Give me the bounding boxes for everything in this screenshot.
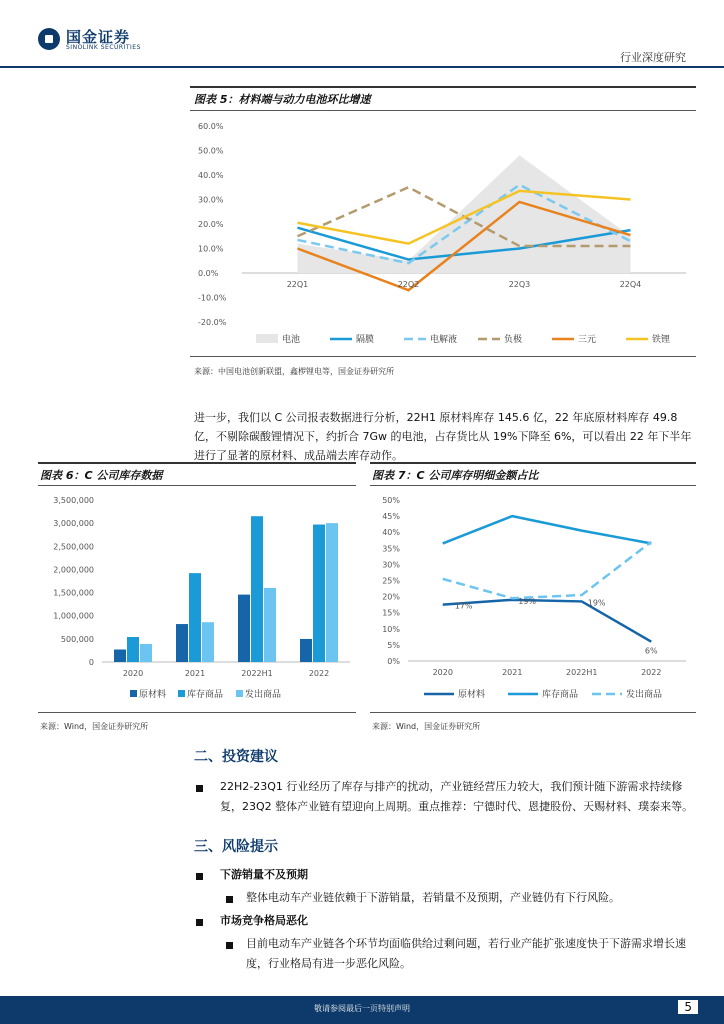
figure7-top-rule [370,462,696,464]
x-tick-label: 2022H1 [566,668,598,677]
legend-label: 原材料 [458,690,486,700]
series-line-2 [443,542,652,598]
legend-label: 库存商品 [187,690,224,700]
figure6-top-rule [38,462,356,464]
risk1-title: 下游销量不及预期 [220,868,308,881]
bar-0-0 [114,650,126,662]
section3-title: 三、风险提示 [194,839,278,855]
y-tick-label: 40% [382,528,400,538]
data-label: 19% [587,598,606,608]
y-tick-label: 1,500,000 [53,588,94,598]
figure5-bottom-rule [190,356,696,357]
bar-0-3 [300,639,312,662]
y-tick-label: 20% [382,592,400,602]
bullet-square-icon [196,785,203,792]
bullet-square-icon [226,942,233,949]
y-tick-label: 40.0% [198,171,224,180]
bullet-square-icon [196,873,203,880]
report-type: 行业深度研究 [620,51,686,64]
y-tick-label: 500,000 [60,634,94,644]
data-label: 17% [454,601,473,611]
y-tick-label: -20.0% [198,318,227,327]
y-tick-label: 20.0% [198,220,224,229]
y-tick-label: 0 [88,658,94,667]
figure6-title-rule [38,485,356,486]
y-tick-label: 45% [382,512,400,522]
y-tick-label: 0% [387,657,400,666]
y-tick-label: 1,000,000 [53,611,94,621]
y-tick-label: 50% [382,496,400,505]
x-tick-label: 2020 [122,669,144,678]
bar-2-3 [326,523,338,662]
x-tick-label: 2022 [641,668,662,677]
figure7-title: 图表 7：C 公司库存明细金额占比 [372,469,539,482]
series-line-1 [443,516,652,543]
y-tick-label: 15% [382,608,400,618]
bar-1-0 [127,637,139,662]
figure7-title-rule [370,485,696,486]
x-tick-label: 22Q1 [286,280,309,289]
bar-1-1 [189,573,201,662]
y-tick-label: 3,000,000 [53,519,94,529]
bullet-square-icon [196,919,203,926]
legend-label: 发出商品 [245,690,282,700]
bar-0-1 [176,624,188,662]
figure6-source: 来源：Wind，国金证券研究所 [40,722,149,731]
body-paragraph: 进一步，我们以 C 公司报表数据进行分析，22H1 原材料库存 145.6 亿，22 年底原材料库存 49.8 亿，不剔除碳酸锂情况下，约折合 7Gw 的电池，占存货比从 19%下降至 6%，可以看出 22 年下半年进行了显著的原材料、成品端去库存动作。 [194,411,692,462]
legend-swatch [236,690,243,697]
section2-title: 二、投资建议 [194,749,278,765]
figure6-chart [38,488,360,710]
legend-label: 电池 [282,335,301,345]
y-tick-label: 2,000,000 [53,565,94,575]
data-label: 6% [644,646,658,656]
legend-label: 发出商品 [626,690,663,700]
figure6-bottom-rule [38,712,356,713]
legend-label: 负极 [504,335,523,345]
risk2-title: 市场竞争格局恶化 [220,914,308,927]
y-tick-label: 60.0% [198,122,224,131]
x-tick-label: 2021 [184,669,206,678]
y-tick-label: 25% [382,576,400,586]
legend-swatch [178,690,185,697]
bullet-square-icon [226,896,233,903]
risk1-detail: 整体电动车产业链依赖于下游销量，若销量不及预期，产业链仍有下行风险。 [246,891,620,904]
section2-bullet: 22H2-23Q1 行业经历了库存与排产的扰动，产业链经营压力较大，我们预计随下游需求持续修复，23Q2 整体产业链有望迎向上周期。重点推荐：宁德时代、恩捷股份、天赐材料、璞泰来等。 [220,780,694,813]
y-tick-label: 10% [382,624,400,634]
figure5-title: 图表 5：材料端与动力电池环比增速 [194,93,371,106]
y-tick-label: 2,500,000 [53,542,94,552]
figure5-title-rule [190,110,696,111]
series-line-0 [443,600,652,642]
y-tick-label: 3,500,000 [53,496,94,505]
legend-label: 铁锂 [652,335,671,345]
legend-swatch [130,690,137,697]
bar-0-2 [238,595,250,662]
y-tick-label: 35% [382,544,400,554]
page-number: 5 [678,1000,698,1014]
logo-text-cn: 国金证券 [66,28,131,46]
x-tick-label: 2020 [432,668,453,677]
figure7-chart [370,488,698,710]
x-tick-label: 22Q4 [619,280,642,289]
figure5-chart [190,114,700,354]
y-tick-label: 30% [382,560,400,570]
figure5-source: 来源：中国电池创新联盟，鑫椤锂电等，国金证券研究所 [194,367,394,376]
bar-2-0 [140,644,152,662]
company-logo [38,26,148,56]
bar-2-1 [202,622,214,662]
y-tick-label: 10.0% [198,244,224,254]
logo-text-en: SINOLINK SECURITIES [66,44,141,51]
figure7-source: 来源：Wind，国金证券研究所 [372,722,481,731]
logo-icon [38,28,60,50]
data-label: 19% [518,596,537,606]
figure5-top-rule [190,86,696,88]
x-tick-label: 2022 [308,669,330,678]
bar-1-2 [251,516,263,662]
figure6-title: 图表 6：C 公司库存数据 [40,469,163,482]
y-tick-label: 50.0% [198,146,224,156]
y-tick-label: -10.0% [198,293,227,303]
header-divider [0,66,724,68]
series-area-0 [298,155,631,273]
x-tick-label: 2022H1 [241,669,273,678]
y-tick-label: 30.0% [198,195,224,205]
legend-label: 电解液 [430,335,458,345]
legend-label: 库存商品 [542,690,579,700]
legend-label: 原材料 [139,690,167,700]
x-tick-label: 22Q3 [508,280,531,289]
risk2-detail: 目前电动车产业链各个环节均面临供给过剩问题，若行业产能扩张速度快于下游需求增长速度，行业格局有进一步恶化风险。 [246,937,686,970]
legend-label: 三元 [578,335,597,345]
legend-swatch [256,334,278,343]
bar-1-3 [313,525,325,662]
bar-2-2 [264,588,276,662]
figure7-bottom-rule [370,712,696,713]
x-tick-label: 2021 [502,668,523,677]
legend-label: 隔膜 [356,335,375,345]
x-tick-label: 22Q2 [397,280,420,289]
y-tick-label: 5% [387,640,400,650]
footer-disclaimer: 敬请参阅最后一页特别声明 [314,1004,410,1013]
y-tick-label: 0.0% [198,269,219,278]
